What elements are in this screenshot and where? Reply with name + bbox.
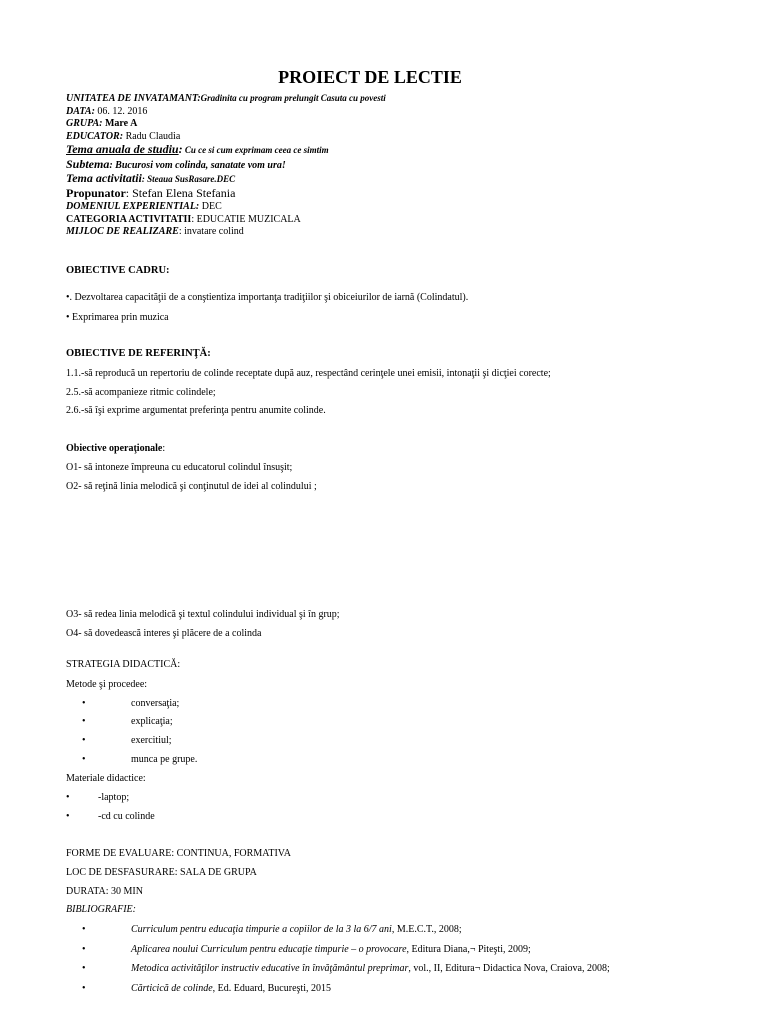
obiectiv-referinta-1: 1.1.-să reproducă un repertoriu de colinde receptate după auz, respectând cerinţele unei emisii, intonaţii şi dicţiei corecte; [66, 368, 551, 379]
obiectiv-o3: O3- să redea linia melodică şi textul colindului individual şi în grup; [66, 609, 340, 620]
obiectiv-cadru-1: •. Dezvoltarea capacităţii de a conştientiza importanţa tradiţiilor şi obiceiurilor de iarnă (Colindatul). [66, 292, 469, 303]
header-tema-anuala: Tema anuala de studiu: Cu ce si cum exprimam ceea ce simtim [66, 142, 329, 156]
obiectiv-referinta-2: 2.5.-să acompanieze ritmic colindele; [66, 387, 216, 398]
header-data: DATA: 06. 12. 2016 [66, 105, 148, 117]
header-subtema: Subtema: Bucurosi vom colinda, sanatate vom ura! [66, 156, 286, 171]
header-mijloc: MIJLOC DE REALIZARE: invatare colind [66, 226, 244, 237]
header-grupa: GRUPA: Mare A [66, 118, 138, 129]
obiective-referinta-heading: OBIECTIVE DE REFERINŢĂ: [66, 348, 211, 359]
obiective-operationale-heading: Obiective operaţionale: [66, 443, 166, 454]
header-categoria: CATEGORIA ACTIVITATII: EDUCATIE MUZICALA [66, 213, 301, 225]
strategia-heading: STRATEGIA DIDACTICĂ: [66, 659, 181, 670]
obiectiv-o1: O1- să intoneze împreuna cu educatorul colindul însuşit; [66, 462, 293, 473]
header-propunator: Propunator: Stefan Elena Stefania [66, 185, 236, 200]
forme-evaluare: FORME DE EVALUARE: CONTINUA, FORMATIVA [66, 848, 291, 859]
header-educator: EDUCATOR: Radu Claudia [66, 130, 181, 142]
obiectiv-o4: O4- să dovedească interes şi plăcere de a colinda [66, 628, 262, 639]
header-domeniul: DOMENIUL EXPERIENTIAL: DEC [66, 201, 222, 212]
obiectiv-o2: O2- să reţină linia melodică şi conţinutul de idei al colindului ; [66, 481, 317, 492]
header-unitatea: UNITATEA DE INVATAMANT:Gradinita cu program prelungit Casuta cu povesti [66, 93, 386, 104]
lesson-header [66, 92, 386, 239]
durata: DURATA: 30 MIN [66, 886, 143, 897]
header-tema-activitatii: Tema activitatii: Steaua SusRasare.DEC [66, 171, 236, 185]
materiale-label: Materiale didactice: [66, 773, 146, 784]
obiectiv-cadru-2: • Exprimarea prin muzica [66, 312, 169, 323]
obiective-cadru-heading: OBIECTIVE CADRU: [66, 265, 170, 276]
bibliografie-heading: BIBLIOGRAFIE: [66, 904, 136, 915]
page-title: PROIECT DE LECTIE [278, 67, 462, 87]
obiectiv-referinta-3: 2.6.-să îşi exprime argumentat preferinţa pentru anumite colinde. [66, 405, 326, 416]
loc-desfasurare: LOC DE DESFASURARE: SALA DE GRUPA [66, 867, 257, 878]
metode-label: Metode şi procedee: [66, 679, 148, 690]
